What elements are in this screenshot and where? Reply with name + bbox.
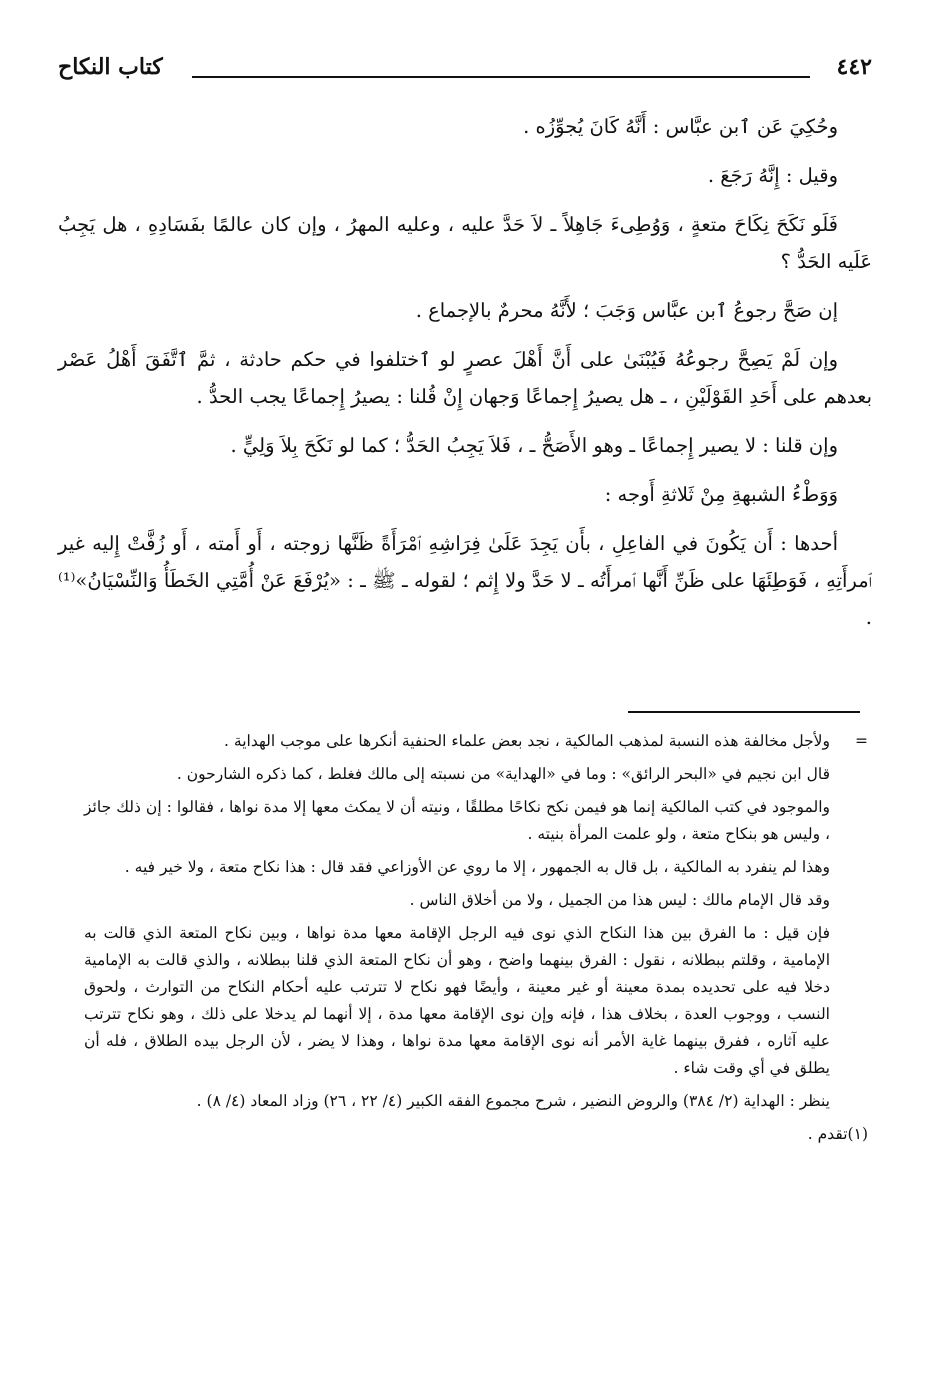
footnote-text: والموجود في كتب المالكية إنما هو فيمن نكح نكاحًا مطلقًا ، ونيته أن لا يمكث معها إلا مدة نواها ، فقالوا : إن ذلك جائز ، وليس هو بنكاح متعة ، ولو علمت المرأة بنيته . bbox=[84, 798, 830, 843]
paragraph: فَلَو نَكَحَ نِكَاحَ متعةٍ ، وَوُطِىءَ جَاهِلاً ـ لاَ حَدَّ عليه ، وعليه المهرُ ، وإن كان عالمًا بفَسَادِهِ ، هل يَجِبُ عَلَيه الحَدُّ ؟ bbox=[58, 213, 872, 273]
footnote-text: وهذا لم ينفرد به المالكية ، بل قال به الجمهور ، إلا ما روي عن الأوزاعي فقد قال : هذا نكاح متعة ، ولا خير فيه . bbox=[124, 858, 830, 876]
paragraph: وإن قلنا : لا يصير إِجماعًا ـ وهو الأَصَحُّ ـ ، فَلاَ يَجِبُ الحَدُّ ؛ كما لو نَكَحَ بِلاَ وَلِيٍّ . bbox=[230, 434, 838, 457]
running-header bbox=[58, 54, 872, 88]
book-title: كتاب النكاح bbox=[58, 54, 163, 80]
paragraph: إن صَحَّ رجوعُ ٱبن عبَّاس وَجَبَ ؛ لأَنَّهُ محرمٌ بالإجماع . bbox=[415, 299, 838, 322]
header-rule bbox=[192, 76, 810, 78]
paragraph: وقيل : إِنَّهُ رَجَعَ . bbox=[707, 164, 838, 187]
footnote-text: قال ابن نجيم في «البحر الرائق» : وما في «الهداية» من نسبته إلى مالك فغلط ، كما ذكره الشارحون . bbox=[176, 765, 830, 783]
paragraph: أحدها : أَن يَكُونَ في الفاعِلِ ، بأَن يَجِدَ عَلَىٰ فِرَاشِهِ ٱمْرَأَةً ظَنَّها زوجته ، أَو أَمته ، أَو زُفَّتْ إِليه غير ٱمرأَتِهِ ، فَوَطِئَهَا على ظَنِّ أَنَّها ٱمرأَتُه ـ لا حَدَّ ولا إِثم ؛ لقوله ـ ﷺ ـ : «يُرْفَعَ عَنْ أُمَّتِي الخَطَأُ وَالنِّسْيَانُ»⁽¹⁾ . bbox=[58, 532, 872, 629]
footnote-text: ولأجل مخالفة هذه النسبة لمذهب المالكية ، نجد بعض علماء الحنفية أنكرها على موجب الهداية . bbox=[224, 732, 830, 750]
footnote-separator bbox=[628, 711, 860, 713]
footnote-text: وقد قال الإمام مالك : ليس هذا من الجميل ، ولا من أخلاق الناس . bbox=[409, 891, 830, 909]
footnote-number: (١) bbox=[847, 1125, 868, 1143]
paragraph: وإن لَمْ يَصِحَّ رجوعُهُ فَيُبْنَىٰ على أَنَّ أَهْلَ عصرٍ لو ٱختلفوا في حكم حادثة ، ثمَّ ٱتَّفَقَ أَهْلُ عَصْر بعدهم على أَحَدِ القَوْلَيْنِ ، ـ هل يصيرُ إِجماعًا وَجهان إِنْ قُلنا : يصيرُ إِجماعًا يجب الحدُّ . bbox=[58, 348, 872, 408]
main-text bbox=[58, 108, 872, 648]
page-number: ٤٤٢ bbox=[836, 54, 872, 80]
paragraph: وَوَطْءُ الشبهةِ مِنْ ثَلاثةِ أَوجه : bbox=[604, 483, 838, 506]
footnote-text: فإن قيل : ما الفرق بين هذا النكاح الذي نوى فيه الرجل الإقامة معها مدة نواها ، وبين نكاح المتعة الذي قالت به الإمامية ، وقلتم ببطلانه ، نقول : الفرق بينهما واضح ، وهو أن نكاح المتعة الذي قلنا ببطلانه ، والذي قالت به الإمامية دخلا فيه على تحديده بمدة معينة أو غير معينة ، وأيضًا فهو نكاح لا تترتب عليه أحكام النكاح من التوارث ، ولحوق النسب ، ووجوب العدة ، بخلاف هذا ، فإنه وإن نوى الإقامة معها مدة ، إلا أنهما لم يدخلا على ذلك ، وهو نكاح تترتب عليه آثاره ، ففرق بينهما غاية الأمر أنه نوى الإقامة معها مدة نواها ، وهذا لا يضر ، لأن الرجل بيده الطلاق ، فله أن يطلق في أي وقت شاء . bbox=[84, 924, 830, 1077]
footnote-1 bbox=[84, 1121, 868, 1148]
footnote-continuation bbox=[84, 728, 868, 755]
paragraph: وحُكِيَ عَن ٱبن عبَّاس : أَنَّهُ كَانَ يُجوِّزُه . bbox=[523, 115, 838, 138]
footnote-text: ينظر : الهداية (٢/ ٣٨٤) والروض النضير ، شرح مجموع الفقه الكبير (٤/ ٢٢ ، ٢٦) وزاد المعاد (٤/ ٨) . bbox=[196, 1092, 830, 1110]
continuation-mark: = bbox=[855, 732, 868, 750]
footnote-text: تقدم . bbox=[807, 1125, 848, 1143]
footnotes bbox=[84, 728, 868, 1154]
